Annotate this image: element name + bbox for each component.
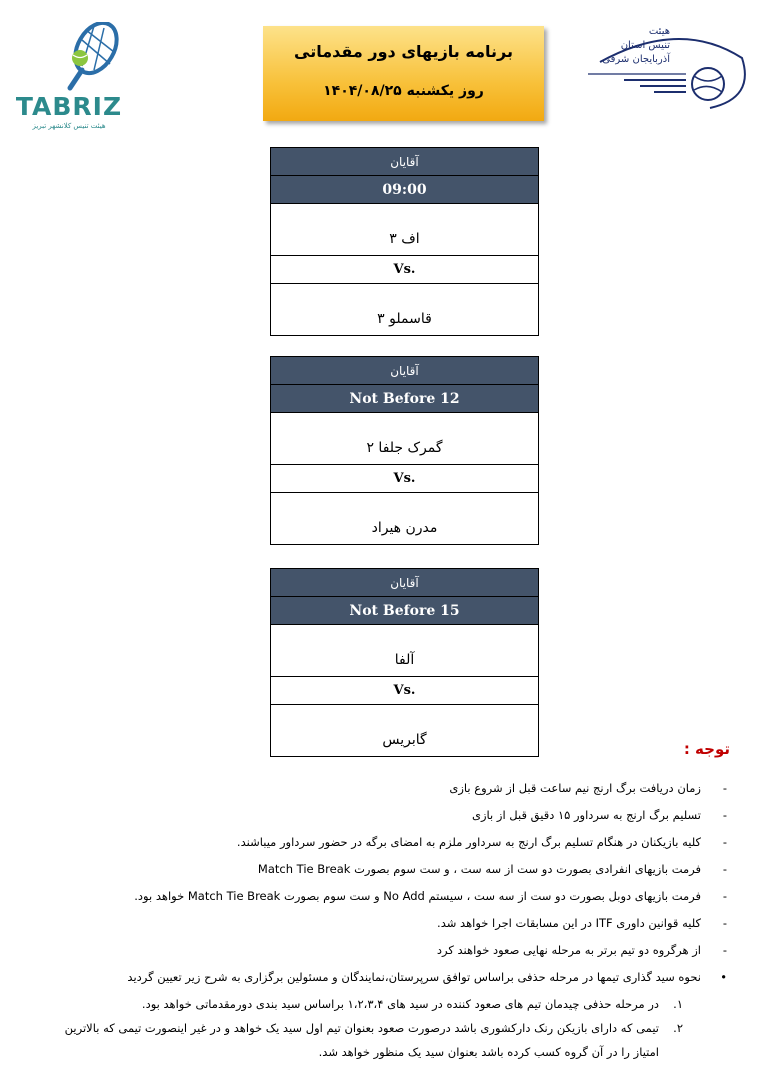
match-card	[270, 568, 539, 757]
match-vs: Vs.	[271, 677, 538, 705]
note-item: - زمان دریافت برگ ارنج نیم ساعت قبل از شروع بازی	[449, 781, 727, 795]
match-card	[270, 356, 539, 545]
sub-notes-list	[43, 992, 683, 1064]
match-time: 09:00	[271, 176, 538, 204]
title-box	[263, 26, 544, 121]
page-date: روز یکشنبه ۱۴۰۴/۰۸/۲۵	[323, 83, 484, 99]
note-item: - کلیه بازیکنان در هنگام تسلیم برگ ارنج به سرداور ملزم به امضای برگه در حضور سرداور میباشند.	[236, 835, 727, 849]
bullet-icon: -	[722, 943, 727, 957]
notes-list	[27, 779, 727, 995]
note-item: - فرمت بازیهای انفرادی بصورت دو ست از سه ست ، و ست سوم بصورت Match Tie Break	[257, 862, 727, 876]
bullet-icon: •	[720, 970, 727, 984]
tabriz-logo	[14, 22, 124, 134]
match-vs: Vs.	[271, 256, 538, 284]
match-vs: Vs.	[271, 465, 538, 493]
bullet-icon: -	[722, 916, 727, 930]
match-team-2: قاسملو ۳	[271, 284, 538, 336]
note-item: - از هرگروه دو تیم برتر به مرحله نهایی صعود خواهند کرد	[436, 943, 727, 957]
bullet-icon: -	[722, 835, 727, 849]
match-team-2: مدرن هیراد	[271, 493, 538, 545]
match-team-1: آلفا	[271, 625, 538, 677]
note-item: - کلیه قوانین داوری ITF در این مسابقات اجرا خواهد شد.	[437, 916, 727, 930]
tennis-racket-icon	[14, 22, 124, 92]
bullet-icon: -	[722, 862, 727, 876]
match-category: آقایان	[271, 569, 538, 597]
match-category: آقایان	[271, 357, 538, 385]
tabriz-wordmark: TABRIZ	[15, 92, 123, 121]
bullet-icon: -	[722, 808, 727, 822]
note-item: - تسلیم برگ ارنج به سرداور ۱۵ دقیق قبل از بازی	[471, 808, 727, 822]
match-team-2: گابریس	[271, 705, 538, 757]
match-card	[270, 147, 539, 336]
bullet-icon: -	[722, 781, 727, 795]
bullet-icon: -	[722, 889, 727, 903]
note-item: • نحوه سید گذاری تیمها در مرحله حذفی براساس توافق سرپرستان،نمایندگان و مسئولین برگزاری به شرح زیر تعیین گردید	[127, 970, 727, 984]
page-title: برنامه بازیهای دور مقدماتی	[294, 42, 513, 61]
east-azerbaijan-tennis-logo	[580, 18, 750, 118]
logo-line-1: هیئت	[648, 26, 670, 37]
sub-note-item: ۲. تیمی که دارای بازیکن رنک دارکشوری باشد درصورت صعود بعنوان تیم اول سید یک خواهد و در غیر اینصورت تیمی که بالاترین امتیاز را در آن گروه کسب کرده باشد بعنوان سید یک منظور خواهد شد.	[64, 1021, 683, 1059]
notes-title: توجه :	[683, 740, 730, 758]
match-time: Not Before 15	[271, 597, 538, 625]
match-team-1: گمرک جلفا ۲	[271, 413, 538, 465]
note-item: - فرمت بازیهای دوبل بصورت دو ست از سه ست ، سیستم No Add و ست سوم بصورت Match Tie Break خواهد بود.	[134, 889, 727, 903]
logo-line-2: تنیس استان	[620, 40, 670, 51]
match-time: Not Before 12	[271, 385, 538, 413]
sub-note-item: ۱. در مرحله حذفی چیدمان تیم های صعود کننده در سید های ۱،۲،۳،۴ براساس سید بندی دورمقدماتی خواهد بود.	[141, 997, 683, 1011]
match-category: آقایان	[271, 148, 538, 176]
match-team-1: اف ۳	[271, 204, 538, 256]
tabriz-subtitle: هیئت تنیس کلانشهر تبریز	[32, 122, 106, 130]
logo-line-3: آذربایجان شرقی	[602, 54, 670, 65]
